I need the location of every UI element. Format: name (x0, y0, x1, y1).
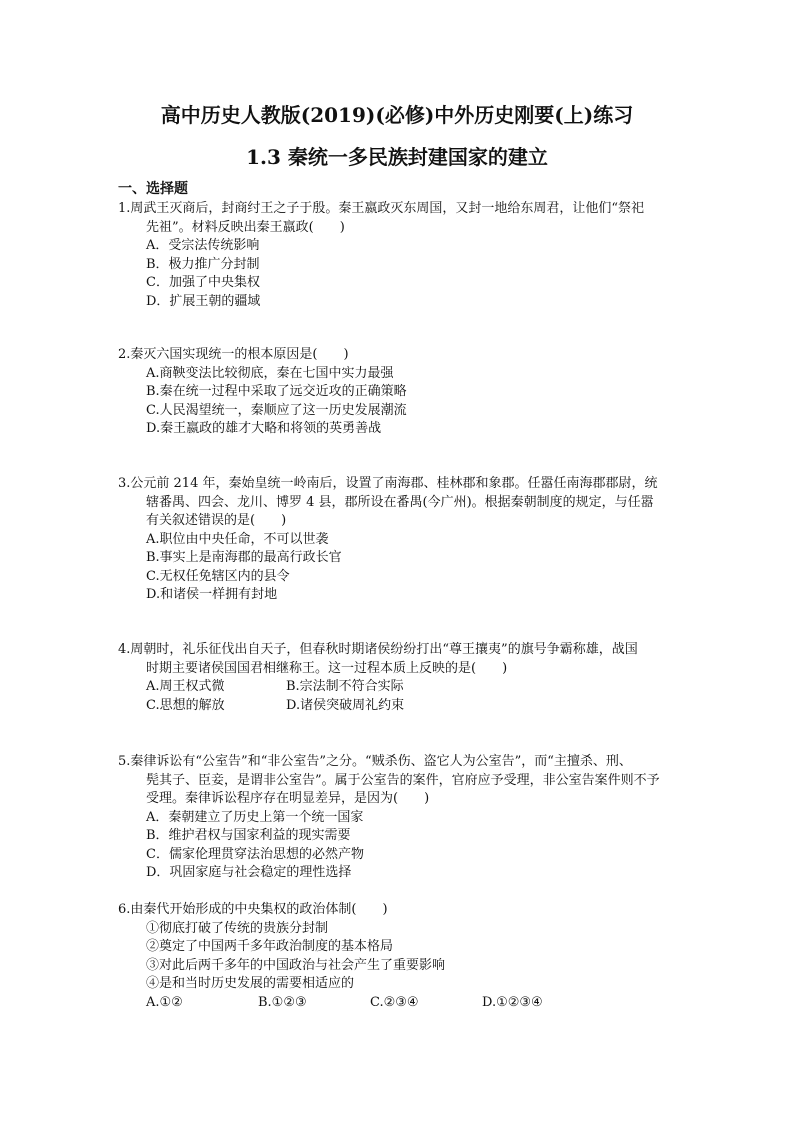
question-stem: 受理。秦律诉讼程序存在明显差异，是因为( ) (146, 791, 430, 806)
option-c: C.②③④ (370, 994, 419, 1010)
question-stem: 先祖”。材料反映出秦王嬴政( ) (146, 219, 345, 235)
option-row (118, 994, 700, 1013)
option-c: C.无权任免辖区内的县令 (146, 568, 290, 584)
question-stem: 6.由秦代开始形成的中央集权的政治体制( ) (118, 902, 388, 917)
option-b: B.事实上是南海郡的最高行政长官 (146, 550, 342, 565)
option-c: C.人民渴望统一，秦顺应了这一历史发展潮流 (146, 402, 407, 418)
statement-1: ①彻底打破了传统的贵族分封制 (146, 920, 329, 936)
option-a: A.周王权式微 (146, 679, 225, 694)
question-2 (118, 346, 700, 439)
option-d: D.诸侯突破周礼约束 (286, 697, 405, 713)
statement-4: ④是和当时历史发展的需要相适应的 (146, 976, 355, 991)
option-b: B.宗法制不符合实际 (286, 679, 404, 694)
option-d: D.秦王嬴政的雄才大略和将领的英勇善战 (146, 421, 382, 436)
option-d: D.①②③④ (482, 994, 543, 1010)
question-stem: 3.公元前 214 年，秦始皇统一岭南后，设置了南海郡、桂林郡和象郡。任嚣任南海郡郡尉，统 (118, 476, 658, 491)
question-stem: 有关叙述错误的是( ) (146, 513, 287, 528)
option-a: A．秦朝建立了历史上第一个统一国家 (146, 809, 364, 825)
section-heading: 一、选择题 (118, 181, 188, 197)
question-stem: 2.秦灭六国实现统一的根本原因是( ) (118, 347, 349, 362)
question-stem: 4.周朝时，礼乐征伐出自天子，但春秋时期诸侯纷纷打出“尊王攘夷”的旗号争霸称雄，战国 (118, 642, 638, 657)
option-a: A.商鞅变法比较彻底，秦在七国中实力最强 (146, 365, 394, 381)
option-d: D.和诸侯一样拥有封地 (146, 587, 278, 602)
option-d: D．扩展王朝的疆域 (146, 293, 261, 309)
option-row (118, 697, 700, 716)
question-stem: 5.秦律诉讼有“公室告”和“非公室告”之分。“贼杀伤、盗它人为公室告”，而“主擅杀、刑、 (118, 754, 632, 769)
option-row (118, 678, 700, 697)
question-4 (118, 641, 700, 715)
option-c: C．加强了中央集权 (146, 275, 260, 290)
doc-title: 高中历史人教版(2019)(必修)中外历史刚要(上)练习 (160, 103, 634, 127)
question-3 (118, 475, 700, 605)
question-stem: 髡其子、臣妾，是谓非公室告”。属于公室告的案件，官府应予受理，非公室告案件则不予 (146, 772, 660, 788)
option-b: B.①②③ (258, 994, 307, 1010)
option-c: C.思想的解放 (146, 697, 225, 713)
question-stem: 1.周武王灭商后，封商纣王之子于殷。秦王嬴政灭东周国，又封一地给东周君，让他们“祭祀 (118, 201, 645, 216)
lesson-title: 1.3 秦统一多民族封建国家的建立 (246, 145, 548, 169)
question-6 (118, 901, 700, 1012)
question-1 (118, 200, 700, 311)
option-a: A.①② (146, 994, 183, 1010)
statement-3: ③对此后两千多年的中国政治与社会产生了重要影响 (146, 957, 446, 973)
option-a: A.职位由中央任命，不可以世袭 (146, 531, 329, 547)
question-stem: 时期主要诸侯国国君相继称王。这一过程本质上反映的是( ) (146, 660, 508, 676)
option-b: B．维护君权与国家利益的现实需要 (146, 828, 351, 843)
question-5 (118, 753, 700, 883)
option-c: C．儒家伦理贯穿法治思想的必然产物 (146, 846, 364, 862)
option-a: A．受宗法传统影响 (146, 238, 260, 253)
question-stem: 辖番禺、四会、龙川、博罗 4 县，郡所设在番禺(今广州)。根据秦朝制度的规定，与任嚣 (146, 494, 654, 510)
option-b: B.秦在统一过程中采取了远交近攻的正确策略 (146, 384, 407, 399)
option-b: B．极力推广分封制 (146, 256, 260, 272)
option-d: D．巩固家庭与社会稳定的理性选择 (146, 865, 352, 880)
statement-2: ②奠定了中国两千多年政治制度的基本格局 (146, 939, 394, 954)
